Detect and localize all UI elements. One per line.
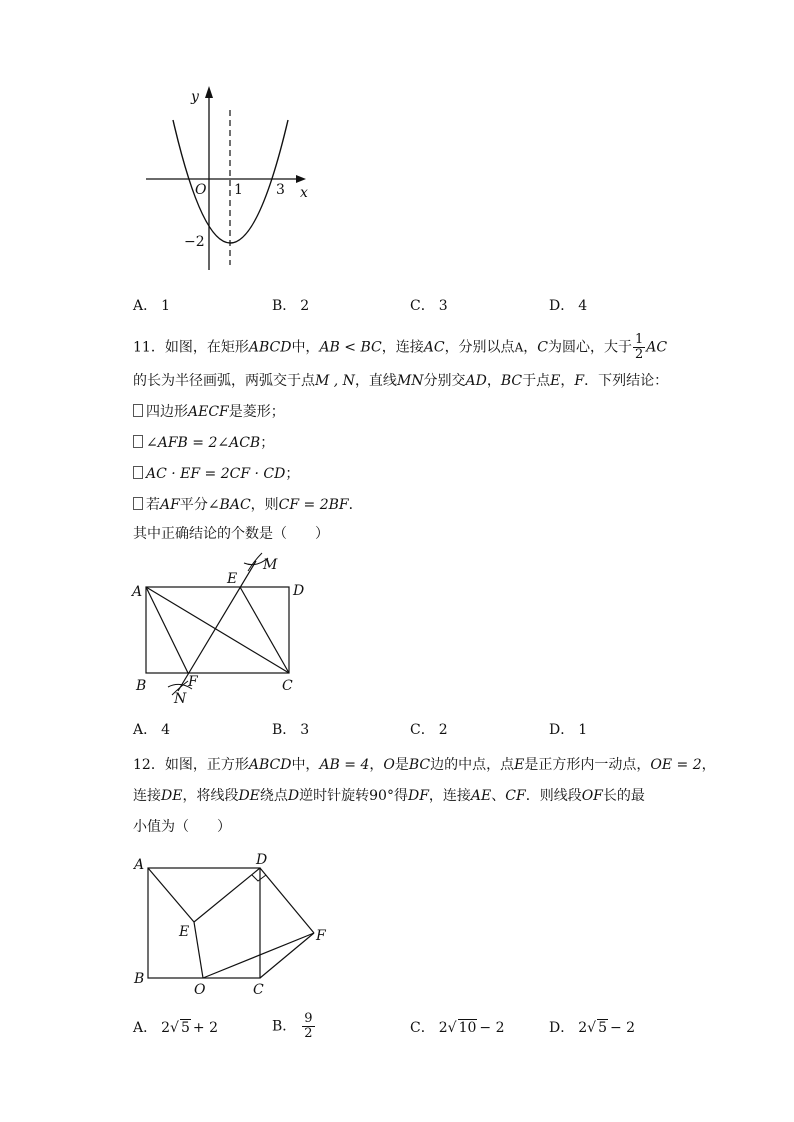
text: ， bbox=[523, 339, 538, 356]
q11-option-c[interactable] bbox=[410, 720, 448, 740]
option-letter: A． bbox=[133, 298, 158, 314]
text: 连接 bbox=[133, 788, 161, 804]
option-letter: B． bbox=[272, 1018, 297, 1035]
label-f: F bbox=[188, 674, 198, 690]
label-c: C bbox=[282, 678, 293, 694]
math: AB < BC bbox=[319, 339, 382, 356]
radical-sign: √ bbox=[587, 1020, 597, 1036]
q11-line-1 bbox=[133, 333, 667, 362]
text: 若 bbox=[146, 497, 160, 513]
math: AE bbox=[470, 788, 492, 804]
option-letter: B． bbox=[272, 298, 297, 314]
tick-label-3: 3 bbox=[276, 182, 285, 198]
tail: + 2 bbox=[192, 1020, 218, 1036]
math: M , N bbox=[315, 373, 355, 389]
text: ．下列结论： bbox=[584, 373, 669, 389]
q12-line-2 bbox=[133, 786, 645, 806]
q12-option-d[interactable] bbox=[549, 1018, 635, 1038]
text: 、 bbox=[491, 788, 506, 804]
option-value: 4 bbox=[578, 298, 588, 314]
label-o: O bbox=[194, 982, 206, 998]
math: BC bbox=[500, 373, 523, 389]
text: ， bbox=[701, 757, 716, 773]
math: DE bbox=[238, 788, 260, 804]
option-value: 1 bbox=[161, 298, 171, 314]
label-a: A bbox=[132, 584, 143, 600]
q12-option-c[interactable] bbox=[410, 1018, 504, 1038]
option-letter: D． bbox=[549, 722, 575, 738]
option-letter: C． bbox=[410, 298, 435, 314]
text: 四边形 bbox=[146, 404, 188, 420]
label-d: D bbox=[256, 852, 268, 868]
text: 绕点 bbox=[259, 788, 288, 804]
segment-df bbox=[260, 868, 314, 933]
option-value: 3 bbox=[438, 298, 448, 314]
math: MN bbox=[396, 373, 424, 389]
text: 是菱形； bbox=[228, 404, 285, 420]
text: 是 bbox=[394, 757, 409, 773]
y-axis-label: y bbox=[191, 89, 199, 105]
q11-conclusion-1 bbox=[133, 402, 285, 422]
tail: − 2 bbox=[479, 1020, 505, 1036]
q12-line-3 bbox=[133, 817, 231, 837]
radical-sign: √ bbox=[170, 1020, 179, 1036]
conclusion-marker bbox=[133, 435, 143, 448]
denominator: 2 bbox=[304, 1026, 313, 1041]
text: 是正方形内一动点， bbox=[524, 757, 651, 773]
text: 的长为半径画弧，两弧交于点 bbox=[133, 373, 315, 389]
fraction-one-half bbox=[633, 333, 645, 362]
math: A bbox=[514, 340, 524, 355]
numerator: 9 bbox=[304, 1011, 313, 1026]
numerator: 1 bbox=[634, 332, 644, 347]
math: CF bbox=[505, 788, 526, 804]
text: ， bbox=[560, 373, 575, 389]
math: DE bbox=[161, 788, 183, 804]
q11-ask bbox=[133, 524, 329, 544]
math: AC bbox=[423, 339, 445, 356]
text: ， bbox=[486, 373, 501, 389]
text: 边的中点，点 bbox=[430, 757, 515, 773]
text: ，则 bbox=[250, 497, 279, 513]
conclusion-marker bbox=[133, 466, 143, 479]
text: 分别交 bbox=[423, 373, 466, 389]
coefficient: 2 bbox=[438, 1020, 448, 1036]
option-value: 1 bbox=[578, 722, 588, 738]
q10-option-d[interactable] bbox=[549, 296, 587, 316]
y-axis-arrow bbox=[205, 86, 213, 98]
conclusion-marker bbox=[133, 497, 143, 510]
math: CF = 2BF bbox=[278, 497, 349, 513]
math: AC bbox=[646, 339, 668, 356]
text: ，直线 bbox=[354, 373, 397, 389]
tick-label-1: 1 bbox=[234, 182, 243, 198]
text: ，连接 bbox=[428, 788, 471, 804]
option-letter: B． bbox=[272, 722, 297, 738]
text: 其中正确结论的个数是（ ） bbox=[133, 526, 329, 542]
option-letter: C． bbox=[410, 1020, 435, 1036]
segment-ec bbox=[240, 587, 289, 673]
text: ； bbox=[260, 435, 275, 451]
math: OE = 2 bbox=[650, 757, 702, 773]
x-axis-label: x bbox=[300, 185, 308, 201]
math: D bbox=[287, 788, 300, 804]
option-letter: A． bbox=[133, 1020, 158, 1036]
x-axis-arrow bbox=[296, 175, 306, 183]
square-figure bbox=[130, 850, 340, 998]
conclusion-marker bbox=[133, 404, 143, 417]
text: ，连接 bbox=[381, 339, 424, 356]
text: 为圆心，大于 bbox=[547, 339, 632, 356]
q11-conclusion-2 bbox=[133, 433, 274, 453]
label-f: F bbox=[316, 928, 326, 944]
math: AC · EF = 2CF · CD bbox=[146, 466, 286, 482]
label-b: B bbox=[136, 678, 147, 694]
text: ，分别以点 bbox=[444, 339, 515, 356]
math: O bbox=[383, 757, 395, 773]
radical-sign: √ bbox=[447, 1020, 457, 1036]
text: 中， bbox=[291, 757, 320, 773]
rectangle-figure bbox=[130, 553, 320, 707]
math: AB = 4 bbox=[319, 757, 370, 773]
q11-option-a[interactable] bbox=[133, 720, 170, 740]
math: E bbox=[550, 373, 561, 389]
label-c: C bbox=[253, 982, 264, 998]
math: ∠AFB = 2∠ACB bbox=[146, 435, 261, 451]
option-letter: A． bbox=[133, 722, 158, 738]
text: 如图，正方形 bbox=[164, 757, 249, 773]
label-d: D bbox=[293, 583, 305, 599]
option-letter: C． bbox=[410, 722, 435, 738]
parabola-figure bbox=[140, 80, 320, 280]
math: OF bbox=[581, 788, 603, 804]
math: ∠BAC bbox=[207, 497, 251, 513]
q11-conclusion-4 bbox=[133, 495, 363, 515]
math: AECF bbox=[188, 404, 229, 420]
text: 逆时针旋转 bbox=[299, 788, 370, 804]
segment-of bbox=[203, 933, 314, 978]
text: 中， bbox=[291, 339, 320, 356]
q11-conclusion-3 bbox=[133, 464, 299, 484]
text: 得 bbox=[393, 788, 408, 804]
math: AF bbox=[160, 497, 180, 513]
math: DF bbox=[407, 788, 429, 804]
origin-label: O bbox=[195, 182, 207, 198]
label-m: M bbox=[263, 557, 278, 573]
fraction-nine-halves bbox=[302, 1012, 314, 1041]
q10-option-b[interactable] bbox=[272, 296, 309, 316]
question-number: 12． bbox=[133, 757, 165, 773]
option-value: 3 bbox=[300, 722, 310, 738]
segment-cf bbox=[260, 933, 314, 978]
option-letter: D． bbox=[549, 298, 575, 314]
coefficient: 2 bbox=[161, 1020, 171, 1036]
q11-line-2 bbox=[133, 371, 668, 391]
math: 90° bbox=[369, 788, 394, 804]
option-value: 4 bbox=[161, 722, 171, 738]
radicand: 5 bbox=[180, 1020, 190, 1036]
option-letter: D． bbox=[549, 1020, 575, 1036]
line-mn bbox=[178, 561, 256, 691]
text: ，将线段 bbox=[182, 788, 239, 804]
label-b: B bbox=[134, 971, 145, 987]
option-value: 2 bbox=[438, 722, 448, 738]
text: ． bbox=[348, 497, 363, 513]
radicand: 10 bbox=[458, 1020, 477, 1036]
right-angle-mark bbox=[252, 875, 266, 881]
q11-option-d[interactable] bbox=[549, 720, 587, 740]
denominator: 2 bbox=[634, 347, 644, 362]
text: 如图，在矩形 bbox=[164, 339, 249, 356]
text: 长的最 bbox=[602, 788, 645, 804]
tail: − 2 bbox=[610, 1020, 636, 1036]
tick-label-neg2: −2 bbox=[184, 234, 205, 250]
segment-ae bbox=[148, 868, 194, 922]
q12-option-b[interactable] bbox=[272, 1012, 316, 1041]
text: 小值为（ ） bbox=[133, 819, 231, 835]
segment-de bbox=[194, 868, 260, 922]
text: 平分 bbox=[179, 497, 208, 513]
text: ； bbox=[285, 466, 300, 482]
coefficient: 2 bbox=[578, 1020, 588, 1036]
label-n: N bbox=[174, 691, 187, 707]
q12-option-a[interactable] bbox=[133, 1018, 218, 1038]
math: F bbox=[574, 373, 585, 389]
question-number: 11． bbox=[133, 339, 165, 356]
q11-option-b[interactable] bbox=[272, 720, 309, 740]
math: ABCD bbox=[248, 757, 292, 773]
label-e: E bbox=[179, 924, 190, 940]
text: ， bbox=[369, 757, 384, 773]
math: BC bbox=[408, 757, 431, 773]
math: E bbox=[514, 757, 525, 773]
math: C bbox=[537, 339, 548, 356]
radicand: 5 bbox=[598, 1020, 607, 1036]
segment-eo bbox=[194, 922, 203, 978]
text: 于点 bbox=[522, 373, 551, 389]
label-e: E bbox=[227, 571, 238, 587]
label-a: A bbox=[134, 857, 145, 873]
text: ．则线段 bbox=[525, 788, 582, 804]
q12-line-1 bbox=[133, 755, 716, 775]
q10-option-a[interactable] bbox=[133, 296, 170, 316]
q10-option-c[interactable] bbox=[410, 296, 448, 316]
math: ABCD bbox=[248, 339, 292, 356]
math: AD bbox=[465, 373, 487, 389]
option-value: 2 bbox=[300, 298, 310, 314]
